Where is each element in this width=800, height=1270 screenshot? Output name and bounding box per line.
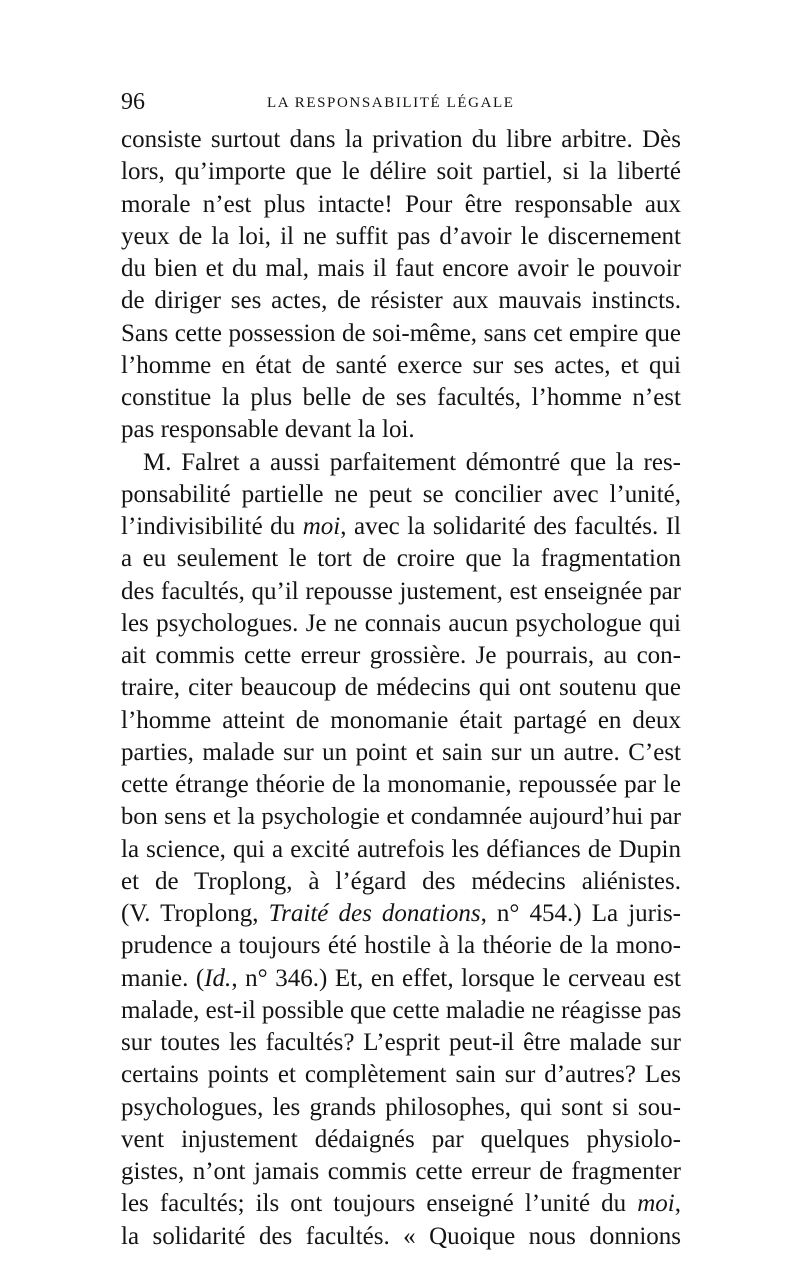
text-line: les psychologues. Je ne connais aucun psychologue qui (121, 609, 681, 637)
page-header (121, 84, 681, 120)
text-line: yeux de la loi, il ne suffit pas d’avoir le discernement (121, 222, 681, 250)
text-line: parties, malade sur un point et sain sur un autre. C’est (121, 738, 681, 766)
text-line: sur toutes les facultés? L’esprit peut-il être malade sur (121, 1029, 681, 1056)
italic-term: moi (302, 513, 341, 540)
text-line: ait commis cette erreur grossière. Je pourrais, au con- (121, 642, 681, 669)
text-line: l’homme atteint de monomanie était partagé en deux (121, 706, 681, 734)
text-line: des facultés, qu’il repousse justement, est enseignée par (121, 577, 681, 605)
text-line: et de Troplong, à l’égard des médecins aliénistes. (121, 867, 681, 895)
text-line: ponsabilité partielle ne peut se concilier avec l’unité, (121, 480, 681, 508)
text-line: de diriger ses actes, de résister aux mauvais instincts. (121, 287, 681, 315)
text-line: gistes, n’ont jamais commis cette erreur de fragmenter (121, 1158, 681, 1185)
page-number: 96 (121, 89, 145, 115)
text-line: la science, qui a excité autrefois les défiances de Dupin (121, 835, 681, 863)
text-line: consiste surtout dans la privation du libre arbitre. Dès (121, 126, 681, 153)
citation-line: (V. Troplong, Traité des donations, n° 454.) La juris- (121, 900, 682, 927)
text-line: bon sens et la psychologie et condamnée aujourd’hui par (121, 803, 681, 831)
text-line: a eu seulement le tort de croire que la fragmentation (121, 545, 681, 573)
text-line: traire, citer beaucoup de médecins qui ont soutenu que (121, 674, 681, 702)
text-line: la solidarité des facultés. « Quoique nous donnions (121, 1222, 681, 1250)
text-line: constitue la plus belle de ses facultés, l’homme n’est (121, 384, 681, 411)
text-line: psychologues, les grands philosophes, qui sont si sou- (121, 1093, 681, 1121)
text-line: certains points et complètement sain sur d’autres? Les (121, 1061, 681, 1089)
text-line: l’indivisibilité du moi, avec la solidarité des facultés. Il (121, 513, 681, 540)
italic-term: moi (637, 1190, 675, 1218)
text-line: l’homme en état de santé exerce sur ses actes, et qui (121, 351, 681, 379)
text-line: les facultés; ils ont toujours enseigné l’unité du moi, (121, 1190, 681, 1218)
citation-line: manie. (Id., n° 346.) Et, en effet, lorsque le cerveau est (121, 964, 681, 992)
text-line: Sans cette possession de soi-même, sans cet empire que (121, 319, 681, 347)
text-line: cette étrange théorie de la monomanie, repoussée par le (121, 771, 681, 798)
running-head: LA RESPONSABILITÉ LÉGALE (267, 95, 515, 111)
paragraph-start-line: M. Falret a aussi parfaitement démontré que la res- (143, 448, 681, 476)
text-line: lors, qu’importe que le délire soit partiel, si la liberté (121, 158, 681, 186)
italic-title: Traité des donations (268, 900, 481, 927)
italic-abbreviation: Id. (204, 964, 232, 992)
paragraph-end-line: pas responsable devant la loi. (121, 416, 415, 444)
text-line: malade, est-il possible que cette maladie ne réagisse pas (121, 996, 682, 1024)
text-line: morale n’est plus intacte! Pour être responsable aux (121, 190, 681, 218)
text-line: vent injustement dédaignés par quelques physiolo- (121, 1125, 681, 1153)
text-line: prudence a toujours été hostile à la théorie de la mono- (121, 932, 681, 960)
text-line: du bien et du mal, mais il faut encore avoir le pouvoir (121, 255, 681, 282)
body-text (121, 124, 681, 1253)
